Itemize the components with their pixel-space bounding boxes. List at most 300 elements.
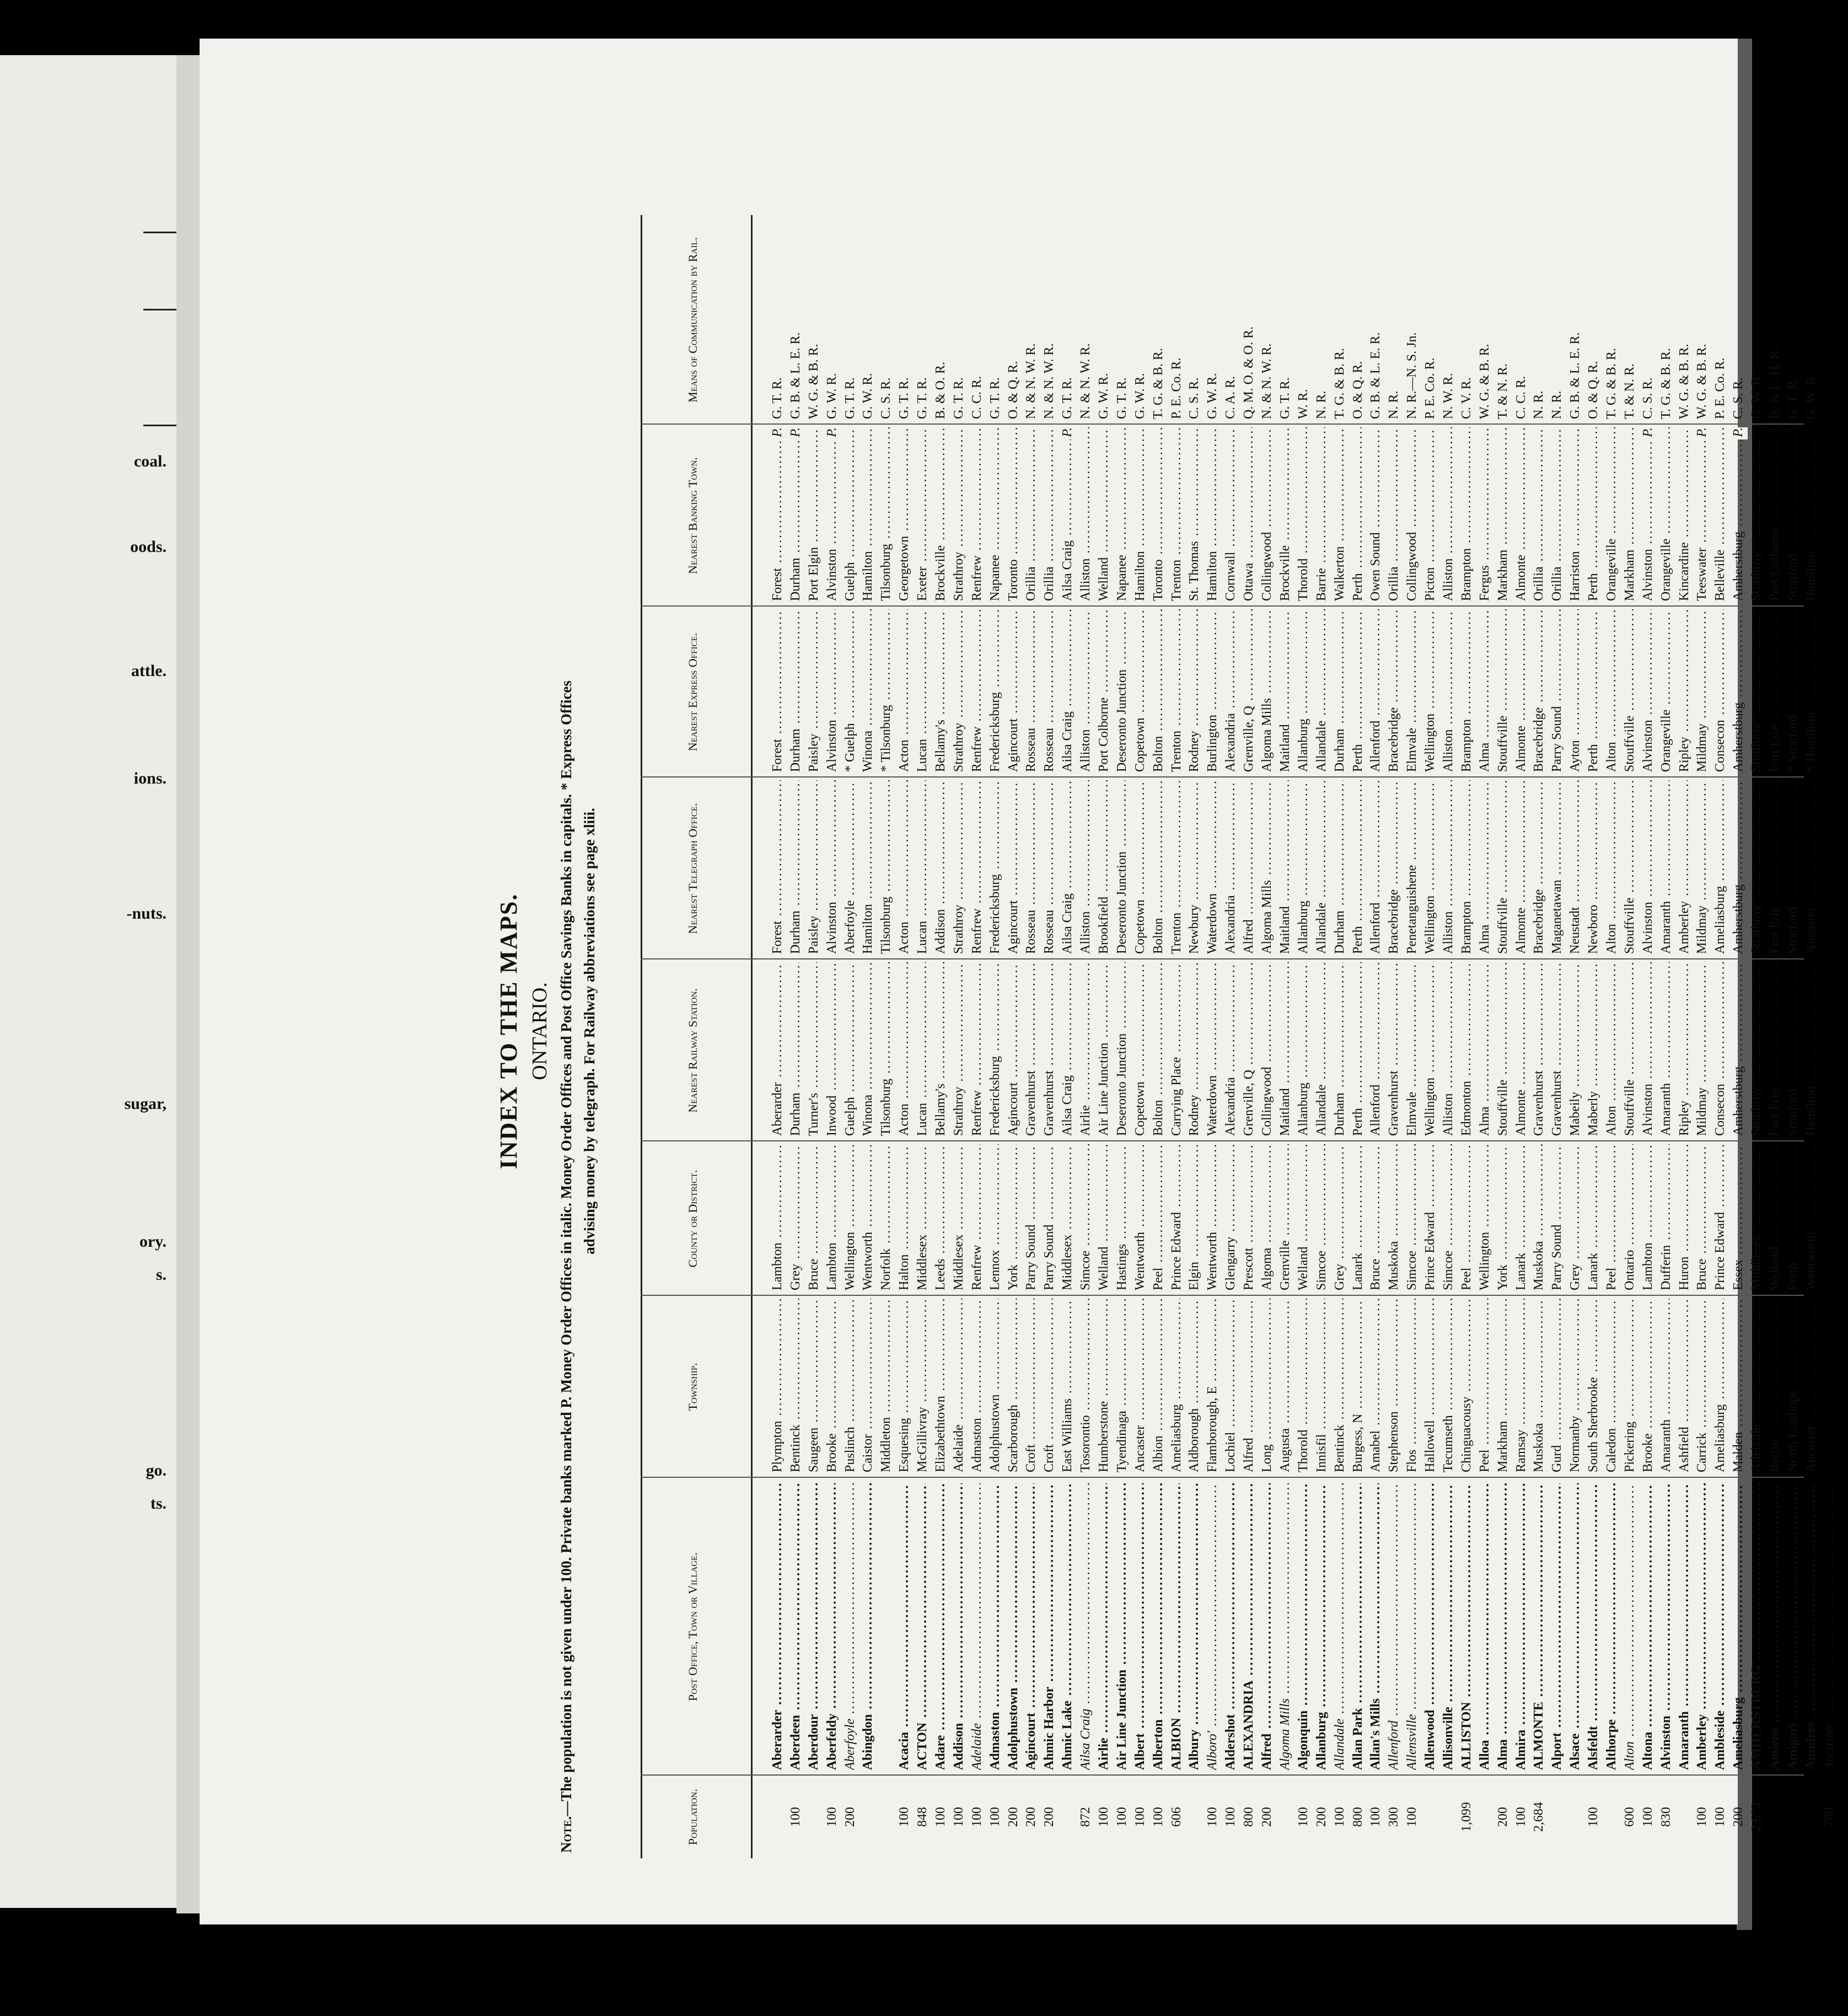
cell-text: Allenford ..... [1368, 780, 1383, 954]
cell-text: Port Elgin ..... [807, 427, 821, 601]
cell-rail [1022, 215, 1040, 419]
cell-text: 100 [1513, 1807, 1528, 1827]
cell-tel [1168, 780, 1186, 954]
cell-text: Alboro' ..... [1205, 1483, 1220, 1770]
cell-text: Renfrew ..... [970, 609, 984, 772]
cell-rail [1276, 215, 1294, 419]
cell-rw [1439, 962, 1458, 1136]
cell-tel [1040, 780, 1059, 954]
cell-text: Forest ..... [770, 609, 785, 772]
cell-text: G. W. R. [1132, 373, 1147, 419]
cell-text: Prince Edward ..... [1713, 1144, 1727, 1290]
cell-co [1439, 1144, 1458, 1290]
cell-text: Brooke ..... [825, 1299, 839, 1472]
cell-text: ALBION ..... [1169, 1483, 1184, 1770]
cell-text: Strathroy ..... [1749, 962, 1764, 1136]
cell-exp [805, 609, 823, 772]
cell-co [1548, 1144, 1566, 1290]
cell-po [1802, 1483, 1820, 1770]
cell-bank [950, 427, 968, 601]
cell-pop [1403, 1776, 1421, 1858]
cell-po [1621, 1483, 1639, 1770]
cell-po [1077, 1483, 1095, 1770]
cell-text: * Hamilton ..... [1804, 609, 1818, 772]
cell-text: Amigari ..... [1786, 1483, 1800, 1770]
cell-text: 100 [933, 1807, 948, 1827]
cell-bank [1693, 427, 1711, 601]
cell-co [932, 1144, 950, 1290]
cell-bank [1657, 427, 1675, 601]
cell-exp [895, 609, 914, 772]
cell-text: G. T. R. [951, 377, 966, 419]
cell-text: Huron ..... [1677, 1144, 1691, 1290]
cell-rw [1131, 962, 1149, 1136]
cell-bank [1421, 427, 1439, 601]
cell-text: Adelaide ..... [952, 1299, 966, 1472]
cell-pop [1603, 1776, 1621, 1858]
cell-twp [1820, 1299, 1839, 1472]
cell-po [1729, 1483, 1748, 1770]
cell-text: Penetanguishene ..... [1405, 780, 1419, 954]
cell-rw [1675, 962, 1694, 1136]
cell-text: Barrie ..... [1314, 427, 1329, 601]
divider [143, 232, 176, 233]
cell-text: 100 [1368, 1807, 1383, 1827]
column-rule [641, 1295, 1804, 1296]
cell-text: Albion ..... [1151, 1299, 1165, 1472]
cell-text: C. S. R. [1731, 377, 1746, 419]
cell-bank [1385, 427, 1403, 601]
cell-pop [1458, 1776, 1476, 1858]
page-title: INDEX TO THE MAPS. [495, 893, 522, 1170]
cell-co [787, 1144, 805, 1290]
cell-twp [823, 1299, 841, 1472]
cell-text: 100 [1332, 1807, 1347, 1827]
cell-exp [1240, 609, 1258, 772]
cell-text: Deseronto Junction ..... [1115, 962, 1129, 1136]
cell-rail [1240, 215, 1258, 419]
cell-bank [805, 427, 823, 601]
cell-text: Thorold ..... [1296, 427, 1310, 601]
cell-text: 872 [1078, 1807, 1093, 1827]
cell-text: Malden ..... [1731, 1299, 1745, 1472]
cell-po [1584, 1483, 1603, 1770]
cell-tel [1095, 780, 1113, 954]
cell-po [1512, 1483, 1530, 1770]
cell-text: Orangeville ..... [1659, 609, 1673, 772]
column-banking [769, 427, 1839, 601]
cell-text: Muskoka ..... [1387, 1144, 1401, 1290]
cell-bank [1185, 427, 1204, 601]
cell-text: Brookfield ..... [1097, 780, 1111, 954]
cell-text: East Williams ..... [1060, 1299, 1075, 1472]
private-bank-mark: P. [1059, 427, 1077, 439]
cell-text: Prince Edward ..... [1423, 1144, 1437, 1290]
cell-tel [877, 780, 895, 954]
cell-text: Orillia ..... [1042, 427, 1056, 601]
cell-text: Brampton ..... [1459, 427, 1474, 601]
cell-text: Acacia ..... [897, 1483, 911, 1770]
cell-text: 200 [1042, 1807, 1057, 1827]
cell-text: Elmvale ..... [1405, 962, 1419, 1136]
cell-text: Ameliasburg ..... [1169, 1299, 1184, 1472]
cell-bank [1584, 427, 1603, 601]
column-rule [641, 1140, 1804, 1141]
cell-text: Allandale ..... [1314, 780, 1329, 954]
cell-exp [1621, 609, 1639, 772]
private-bank-mark: P. [769, 427, 787, 439]
cell-text: Alvinston ..... [1659, 1483, 1673, 1770]
cell-bank [1294, 427, 1313, 601]
cell-pop [1022, 1776, 1040, 1858]
cell-co [1566, 1144, 1584, 1290]
cell-exp [841, 609, 859, 772]
cell-text: Perth ..... [1586, 609, 1600, 772]
cell-text: Allandale ..... [1333, 1483, 1347, 1770]
cell-text: Algonquin ..... [1296, 1483, 1310, 1770]
cell-twp [1240, 1299, 1258, 1472]
cell-text: W. G. & B. R. [1477, 344, 1492, 419]
cell-rail [1657, 215, 1675, 419]
cell-co [1530, 1144, 1548, 1290]
cell-twp [1095, 1299, 1113, 1472]
cell-rail [1548, 215, 1566, 419]
cell-text: Guelph ..... [843, 427, 857, 601]
cell-co [1077, 1144, 1095, 1290]
cell-bank [1639, 427, 1657, 601]
cell-exp [1421, 609, 1439, 772]
cell-text: Allan's Mills ..... [1368, 1483, 1383, 1770]
cell-text: Croft ..... [1042, 1299, 1056, 1472]
cell-exp [877, 609, 895, 772]
cell-rw [1494, 962, 1512, 1136]
cell-po [1113, 1483, 1131, 1770]
cell-text: Maitland ..... [1278, 780, 1292, 954]
cell-rw [1294, 962, 1313, 1136]
rotated-index-page [475, 204, 1837, 1858]
cell-text: Croft ..... [1024, 1299, 1038, 1472]
cell-exp [787, 609, 805, 772]
column-express [769, 609, 1839, 772]
cell-text: Trenton ..... [1169, 780, 1184, 954]
cell-pop [1331, 1776, 1349, 1858]
cell-rail [1512, 215, 1530, 419]
cell-co [1802, 1144, 1820, 1290]
cell-pop [1276, 1776, 1294, 1858]
cell-text: Tosorontio ..... [1078, 1299, 1093, 1472]
cell-text: N. & N. W. R. [1042, 343, 1057, 419]
cell-bank [1276, 427, 1294, 601]
cell-pop [1113, 1776, 1131, 1858]
cell-rw [1584, 962, 1603, 1136]
cell-text: Q. M. O. & O. R. [1242, 326, 1256, 419]
cell-text: Carrick ..... [1695, 1299, 1709, 1472]
cell-text: Grey ..... [788, 1144, 803, 1290]
cell-po [1748, 1483, 1766, 1770]
left-page-fragment: -nuts. [126, 904, 166, 923]
cell-text: Wellington ..... [1423, 609, 1437, 772]
cell-text: Ahmic Harbor ..... [1042, 1483, 1056, 1770]
cell-pop [1711, 1776, 1729, 1858]
cell-rail [1349, 215, 1367, 419]
cell-twp [1004, 1299, 1023, 1472]
cell-co [1059, 1144, 1077, 1290]
cell-text: Durham ..... [1333, 780, 1347, 954]
cell-text: Lambton ..... [825, 1144, 839, 1290]
cell-co [823, 1144, 841, 1290]
cell-co [1711, 1144, 1729, 1290]
cell-text: Orillia ..... [1532, 427, 1546, 601]
cell-text: Copetown ..... [1133, 780, 1147, 954]
cell-exp [1439, 609, 1458, 772]
cell-bank [1476, 427, 1494, 601]
cell-po [1022, 1483, 1040, 1770]
page-subtitle: ONTARIO. [528, 982, 551, 1080]
cell-pop [1131, 1776, 1149, 1858]
cell-text: Guelph ..... [843, 962, 857, 1136]
cell-text: Allenford ..... [1387, 1483, 1401, 1770]
cell-text: Prescott ..... [1242, 1144, 1256, 1290]
cell-text: 300 [1387, 1807, 1401, 1827]
cell-rail [1693, 215, 1711, 419]
cell-text: Strathroy ..... [952, 962, 966, 1136]
cell-text: Amiens ..... [1768, 1483, 1782, 1770]
cell-rail [1421, 215, 1439, 419]
cell-rail [1494, 215, 1512, 419]
cell-text: 100 [987, 1807, 1002, 1827]
cell-rw [1204, 962, 1222, 1136]
cell-tel [1077, 780, 1095, 954]
cell-co [1820, 1144, 1839, 1290]
cell-bank [895, 427, 914, 601]
cell-text: 200 [1314, 1807, 1329, 1827]
divider [143, 309, 176, 310]
cell-text: G. T. R. [897, 377, 912, 419]
cell-rail [1059, 215, 1077, 419]
cell-po [1222, 1483, 1240, 1770]
cell-text: Acton ..... [897, 962, 911, 1136]
cell-exp [859, 609, 877, 772]
cell-text: Wellington ..... [843, 1144, 857, 1290]
cell-text: Tilsonburg ..... [879, 427, 893, 601]
cell-text: Peel ..... [1459, 1144, 1474, 1290]
cell-text: Ancaster ..... [1804, 1299, 1818, 1472]
cell-text: 100 [824, 1807, 839, 1827]
cell-text: Stratford ..... [1786, 427, 1800, 601]
cell-exp [1077, 609, 1095, 772]
cell-twp [932, 1299, 950, 1472]
cell-rw [1222, 962, 1240, 1136]
cell-text: T. G. & B. R. [1604, 348, 1619, 419]
cell-text: Flamborough, E ..... [1205, 1299, 1220, 1472]
cell-text: Alliston ..... [1441, 962, 1455, 1136]
cell-text: Alvinston ..... [825, 609, 839, 772]
cell-text: Strathroy ..... [952, 427, 966, 601]
header-banking: Nearest Banking Town. [686, 457, 700, 574]
cell-twp [1276, 1299, 1294, 1472]
table-top-rule [641, 215, 642, 1858]
cell-text: Alliston ..... [1441, 609, 1455, 772]
cell-bank [787, 427, 805, 601]
cell-text: P. E. Co. R. [1423, 357, 1438, 419]
cell-text: G. T. R. [1114, 377, 1129, 419]
cell-rw [877, 962, 895, 1136]
cell-text: Orangeville ..... [1659, 427, 1673, 601]
cell-text: C. V. R. [1459, 377, 1474, 419]
cell-text: Parry Sound ..... [1042, 1144, 1056, 1290]
cell-co [895, 1144, 914, 1290]
cell-bank [1077, 427, 1095, 601]
cell-text: Alvinston ..... [1641, 962, 1655, 1136]
cell-rail [1584, 215, 1603, 419]
cell-co [1748, 1144, 1766, 1290]
cell-exp [1113, 609, 1131, 772]
left-page-fragment: go. [146, 1461, 166, 1479]
cell-text: Paisley ..... [807, 609, 821, 772]
cell-text: Ontario ..... [1623, 1144, 1637, 1290]
cell-text: Grey ..... [1568, 1144, 1582, 1290]
cell-rail [1675, 215, 1694, 419]
cell-bank [1004, 427, 1023, 601]
cell-text: Walkerton ..... [1333, 427, 1347, 601]
cell-rail [1748, 215, 1766, 419]
cell-text: Amaranth ..... [1677, 1483, 1691, 1770]
cell-twp [1711, 1299, 1729, 1472]
cell-rail [914, 215, 932, 419]
cell-pop [805, 1776, 823, 1858]
cell-text: Parry Sound ..... [1550, 1144, 1564, 1290]
cell-text: C. S. R. [879, 377, 894, 419]
cell-text: Peel ..... [1478, 1299, 1492, 1472]
cell-rw [1113, 962, 1131, 1136]
cell-text: Turner's ..... [807, 962, 821, 1136]
cell-bank [1458, 427, 1476, 601]
cell-text: Renfrew ..... [970, 1144, 984, 1290]
cell-po [1367, 1483, 1385, 1770]
cell-twp [1548, 1299, 1566, 1472]
cell-bank [1367, 427, 1385, 601]
cell-text: Perth ..... [1351, 609, 1365, 772]
cell-text: Consecon ..... [1713, 609, 1727, 772]
cell-rw [1168, 962, 1186, 1136]
cell-text: Gravenhurst ..... [1387, 962, 1401, 1136]
cell-rw [1331, 962, 1349, 1136]
cell-pop [1820, 1776, 1839, 1858]
cell-exp [1022, 609, 1040, 772]
cell-pop [1530, 1776, 1548, 1858]
cell-text: Alfred ..... [1260, 1483, 1274, 1770]
cell-text: G. B. & L. E. R. [1368, 332, 1383, 419]
cell-twp [1675, 1299, 1694, 1472]
left-page-fragment: oods. [130, 538, 166, 556]
cell-co [986, 1144, 1004, 1290]
cell-bank [877, 427, 895, 601]
cell-text: 100 [1640, 1807, 1655, 1827]
cell-text: Kincardine ..... [1677, 427, 1691, 601]
cell-twp [1403, 1299, 1421, 1472]
header-population: Population. [686, 1789, 700, 1845]
cell-text: T. & N. R. [1622, 363, 1637, 419]
cell-tel [1693, 780, 1711, 954]
cell-tel [986, 780, 1004, 954]
cell-text: Innisfil ..... [1314, 1299, 1329, 1472]
cell-text: Port Colborne ..... [1768, 427, 1782, 601]
cell-text: Alsace ..... [1568, 1483, 1582, 1770]
cell-tel [1204, 780, 1222, 954]
cell-rail [1131, 215, 1149, 419]
cell-text: B. & O. R. [933, 361, 948, 419]
cell-text: Ancaster ..... [1133, 1299, 1147, 1472]
cell-pop [823, 1776, 841, 1858]
cell-pop [1802, 1776, 1820, 1858]
cell-po [859, 1483, 877, 1770]
cell-exp [1530, 609, 1548, 772]
cell-pop [1222, 1776, 1240, 1858]
cell-text: T. G. & B. R. [1658, 348, 1673, 419]
cell-rw [1095, 962, 1113, 1136]
cell-rail [1258, 215, 1276, 419]
cell-exp [1149, 609, 1168, 772]
cell-po [1603, 1483, 1621, 1770]
cell-text: Ameliasburg ..... [1713, 1299, 1727, 1472]
cell-text: Maitland ..... [1278, 962, 1292, 1136]
cell-text: 100 [1586, 1807, 1601, 1827]
cell-twp [1059, 1299, 1077, 1472]
cell-rw [1185, 962, 1204, 1136]
cell-text: Acton ..... [897, 780, 911, 954]
cell-text: Maitland ..... [1278, 609, 1292, 772]
cell-text: Allanburg ..... [1314, 1483, 1329, 1770]
cell-text: Elgin ..... [1187, 1144, 1201, 1290]
cell-twp [1458, 1299, 1476, 1472]
cell-text: Ameliasburg ..... [1731, 1483, 1745, 1770]
cell-exp [1403, 609, 1421, 772]
cell-po [1294, 1483, 1313, 1770]
cell-rw [1784, 962, 1802, 1136]
cell-co [1512, 1144, 1530, 1290]
cell-text: Althorpe ..... [1604, 1483, 1619, 1770]
cell-rail [1766, 215, 1784, 419]
cell-rail [1077, 215, 1095, 419]
cell-po [1530, 1483, 1548, 1770]
cell-tel [1294, 780, 1313, 954]
cell-twp [1421, 1299, 1439, 1472]
cell-po [841, 1483, 859, 1770]
cell-co [1149, 1144, 1168, 1290]
cell-text: Amberley ..... [1695, 1483, 1709, 1770]
cell-rail [1004, 215, 1023, 419]
cell-rail [1711, 215, 1729, 419]
cell-co [841, 1144, 859, 1290]
cell-text: 200 [1024, 1807, 1039, 1827]
cell-text: Orillia ..... [1550, 427, 1564, 601]
table-header-rule [751, 215, 753, 1858]
cell-text: Caledon ..... [1604, 1299, 1619, 1472]
cell-text: ALEXANDRIA ..... [1242, 1483, 1256, 1770]
note-line-2: advising money by telegraph. For Railway abbreviations see page xliii. [581, 808, 598, 1254]
cell-text: C. S. R. [1640, 377, 1655, 419]
cell-pop [986, 1776, 1004, 1858]
cell-twp [1313, 1299, 1331, 1472]
cell-text: Lucan ..... [915, 609, 930, 772]
cell-text: G. T. R. [1277, 377, 1292, 419]
cell-co [877, 1144, 895, 1290]
cell-pop [1313, 1776, 1331, 1858]
cell-rw [787, 962, 805, 1136]
cell-text: Puslinch ..... [843, 1299, 857, 1472]
cell-text: Waterdown ..... [1205, 780, 1220, 954]
cell-pop [1421, 1776, 1439, 1858]
